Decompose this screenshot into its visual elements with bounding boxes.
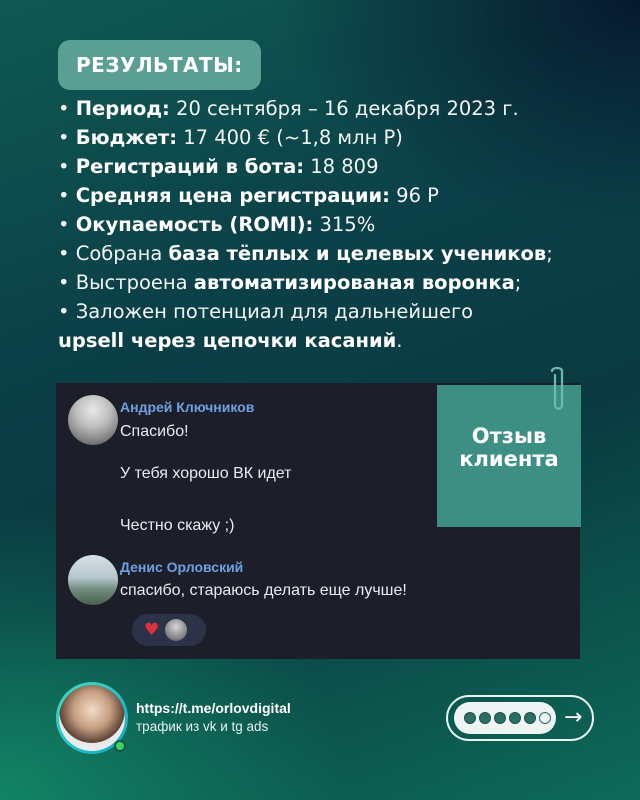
result-value: 315% xyxy=(313,213,376,236)
result-label: Бюджет: xyxy=(75,126,178,149)
result-value: 20 сентября – 16 декабря 2023 г. xyxy=(169,97,519,120)
review-card-label: Отзыв клиента xyxy=(459,424,559,471)
pagination-dot xyxy=(494,712,506,724)
heart-icon: ♥ xyxy=(144,620,160,640)
pagination-dot xyxy=(509,712,521,724)
result-label: Регистраций в бота: xyxy=(75,155,305,178)
arrow-right-icon[interactable]: → xyxy=(564,705,583,730)
result-item-potential: • Заложен потенциал для дальнейшего xyxy=(58,300,474,323)
result-item-romi: • Окупаемость (ROMI): 315% xyxy=(58,213,376,236)
results-badge-label: РЕЗУЛЬТАТЫ: xyxy=(76,53,243,77)
pagination-dots xyxy=(454,702,556,734)
result-label: Период: xyxy=(75,97,170,120)
results-list xyxy=(58,94,618,355)
reactions-pill[interactable] xyxy=(132,614,206,646)
result-item-base: • Собрана база тёплых и целевых учеников; xyxy=(58,242,553,265)
result-value: 17 400 € (~1,8 млн Р) xyxy=(177,126,403,149)
reactor-avatar xyxy=(165,619,187,641)
online-indicator xyxy=(114,740,126,752)
telegram-link[interactable]: https://t.me/orlovdigital xyxy=(136,700,291,716)
results-badge xyxy=(58,40,261,90)
message-text: Честно скажу ;) xyxy=(120,517,235,534)
pagination-dot xyxy=(479,712,491,724)
result-value: 18 809 xyxy=(304,155,379,178)
footer-contact xyxy=(136,700,291,734)
result-label: Средняя цена регистрации: xyxy=(75,184,390,207)
message-text: спасибо, стараюсь делать еще лучше! xyxy=(120,582,407,599)
pagination-control[interactable] xyxy=(446,695,594,741)
paperclip-icon xyxy=(546,365,568,413)
author-avatar xyxy=(68,555,118,605)
result-item-period: • Период: 20 сентября – 16 декабря 2023 г. xyxy=(58,97,519,120)
author-avatar xyxy=(68,395,118,445)
pagination-dot xyxy=(524,712,536,724)
pagination-dot xyxy=(539,712,551,724)
result-item-upsell: upsell через цепочки касаний. xyxy=(58,329,403,352)
footer-subtitle: трафик из vk и tg ads xyxy=(136,719,269,734)
result-item-registrations: • Регистраций в бота: 18 809 xyxy=(58,155,379,178)
result-item-budget: • Бюджет: 17 400 € (~1,8 млн Р) xyxy=(58,126,403,149)
result-item-funnel: • Выстроена автоматизированая воронка; xyxy=(58,271,522,294)
result-item-avg-price: • Средняя цена регистрации: 96 Р xyxy=(58,184,439,207)
result-value: 96 Р xyxy=(389,184,439,207)
message-text: У тебя хорошо ВК идет xyxy=(120,465,292,482)
message-author: Андрей Ключников xyxy=(120,399,255,415)
message-author: Денис Орловский xyxy=(120,559,244,575)
pagination-dot xyxy=(464,712,476,724)
result-label: Окупаемость (ROMI): xyxy=(75,213,314,236)
message-text: Спасибо! xyxy=(120,423,189,440)
